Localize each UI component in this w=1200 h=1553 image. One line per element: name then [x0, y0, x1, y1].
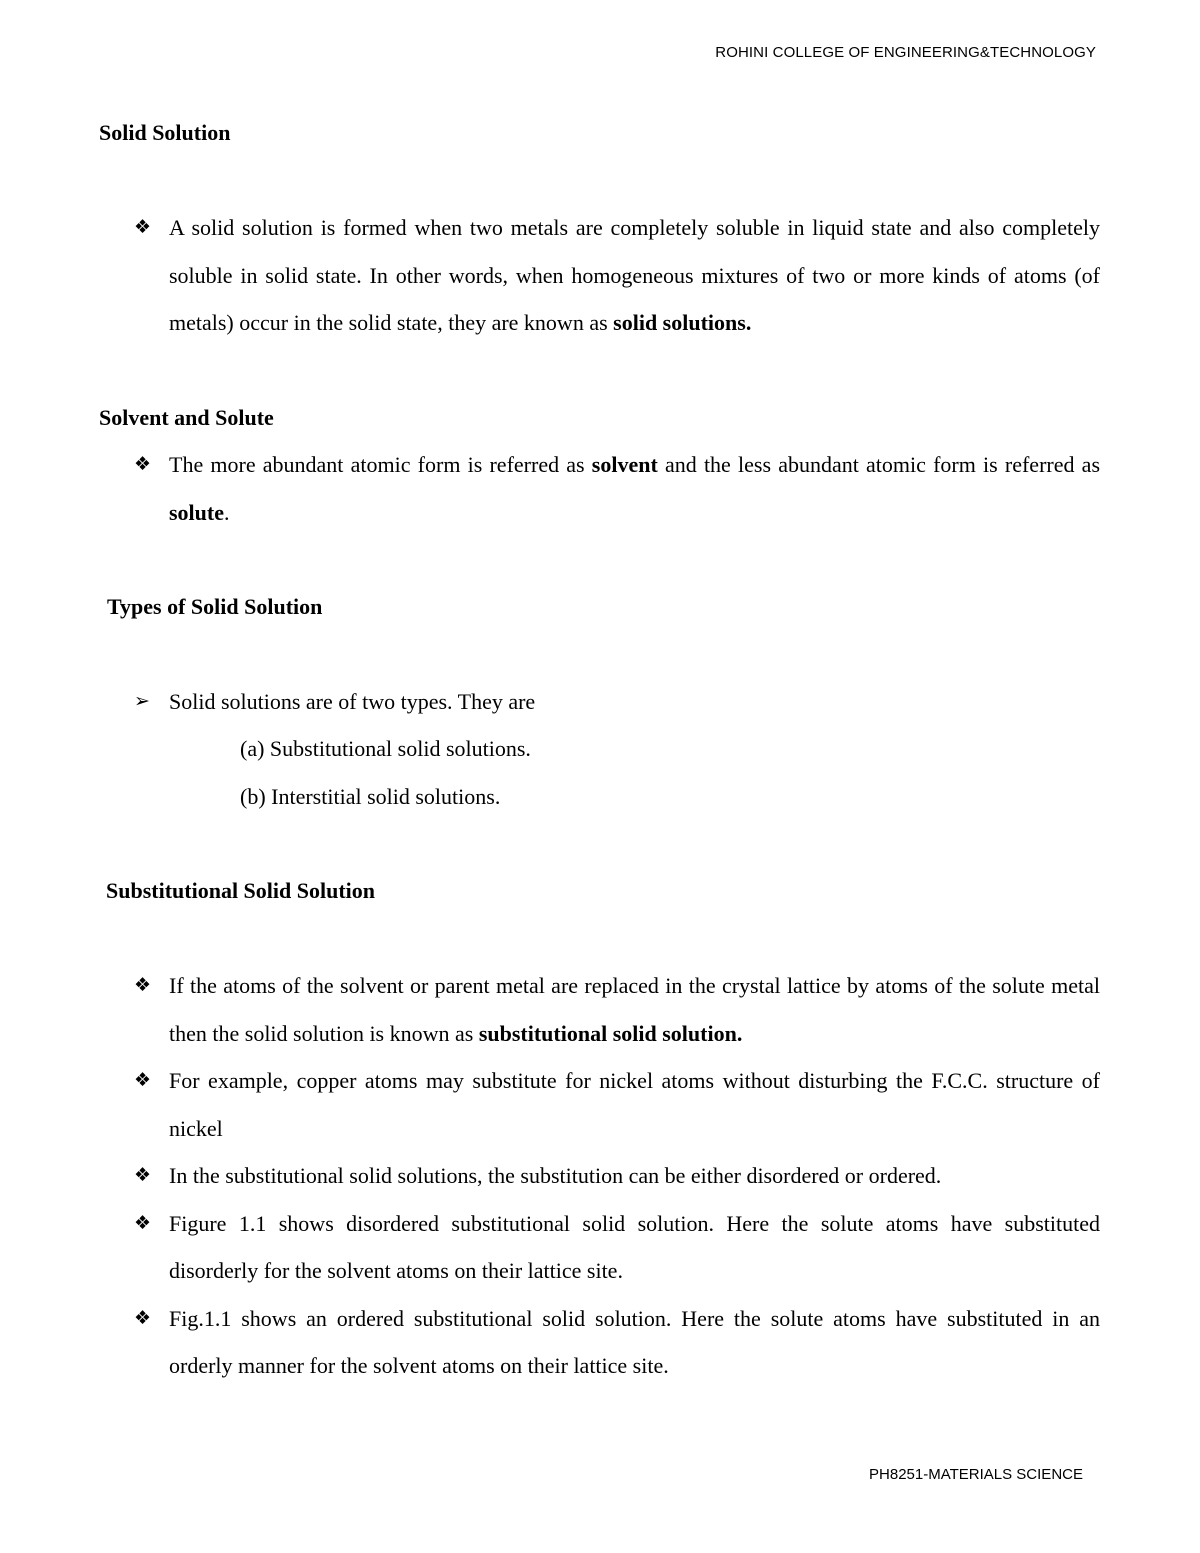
bullet-text: In the substitutional solid solutions, the substitution can be either disordered or ordered.	[169, 1163, 942, 1188]
list-item: (a) Substitutional solid solutions.	[240, 736, 531, 761]
heading-types-of-solid-solution: Types of Solid Solution	[107, 594, 323, 619]
substitutional-bullets	[134, 962, 1100, 1390]
page-header: ROHINI COLLEGE OF ENGINEERING&TECHNOLOGY	[715, 44, 1096, 61]
bullet-text: Fig.1.1 shows an ordered substitutional solid solution. Here the solute atoms have substituted in an orderly manner for the solvent atoms on their lattice site.	[169, 1305, 1100, 1378]
heading-solvent-and-solute: Solvent and Solute	[99, 405, 274, 430]
bullet-copper-nickel-example	[134, 1057, 1100, 1152]
types-bullets	[134, 678, 1100, 726]
bullet-text: and the less abundant atomic form is referred as	[657, 452, 1101, 477]
diamond-bullet-icon: ❖	[134, 216, 152, 238]
diamond-bullet-icon: ❖	[134, 1069, 152, 1091]
bullet-solid-solution-definition	[134, 204, 1100, 347]
bullet-text: For example, copper atoms may substitute for nickel atoms without disturbing the F.C.C. structure of nickel	[169, 1068, 1100, 1141]
bullet-ordered-figure	[134, 1295, 1100, 1390]
bold-term: solid solutions.	[613, 310, 752, 335]
diamond-bullet-icon: ❖	[134, 1306, 152, 1329]
bold-term: substitutional solid solution.	[478, 1020, 743, 1046]
bullet-text: If the atoms of the solvent or parent metal are replaced in the crystal lattice by atoms of the solute metal then the solid solution is known as	[169, 973, 1100, 1046]
solvent-solute-bullets	[134, 441, 1100, 536]
heading-solid-solution: Solid Solution	[99, 120, 231, 145]
bullet-text: Solid solutions are of two types. They are	[169, 689, 536, 714]
list-item: (b) Interstitial solid solutions.	[240, 783, 501, 809]
bullet-text: .	[224, 499, 230, 525]
bullet-solvent-solute	[134, 441, 1100, 536]
diamond-bullet-icon: ❖	[134, 974, 152, 996]
solid-solution-bullets	[134, 204, 1100, 347]
arrow-bullet-icon: ➢	[134, 690, 150, 712]
bullet-disordered-figure	[134, 1200, 1100, 1295]
page-footer: PH8251-MATERIALS SCIENCE	[869, 1466, 1083, 1483]
bullet-types-intro	[134, 678, 1100, 726]
bold-term-solute: solute	[169, 499, 224, 525]
heading-substitutional-solid-solution: Substitutional Solid Solution	[106, 878, 376, 903]
bullet-text: The more abundant atomic form is referred as	[169, 452, 592, 477]
bold-term-solvent: solvent	[591, 452, 658, 477]
diamond-bullet-icon: ❖	[134, 1211, 152, 1234]
types-sub-list	[240, 725, 531, 820]
bullet-text: A solid solution is formed when two metals are completely soluble in liquid state and also completely soluble in solid state. In other words, when homogeneous mixtures of two or more kinds of atoms (of metals) occur in the solid state, they are known as	[169, 215, 1100, 335]
diamond-bullet-icon: ❖	[134, 1164, 152, 1186]
bullet-substitutional-definition	[134, 962, 1100, 1057]
diamond-bullet-icon: ❖	[134, 453, 152, 475]
bullet-text: Figure 1.1 shows disordered substitutional solid solution. Here the solute atoms have substituted disorderly for the solvent atoms on their lattice site.	[169, 1210, 1100, 1283]
bullet-disordered-or-ordered	[134, 1152, 1100, 1200]
